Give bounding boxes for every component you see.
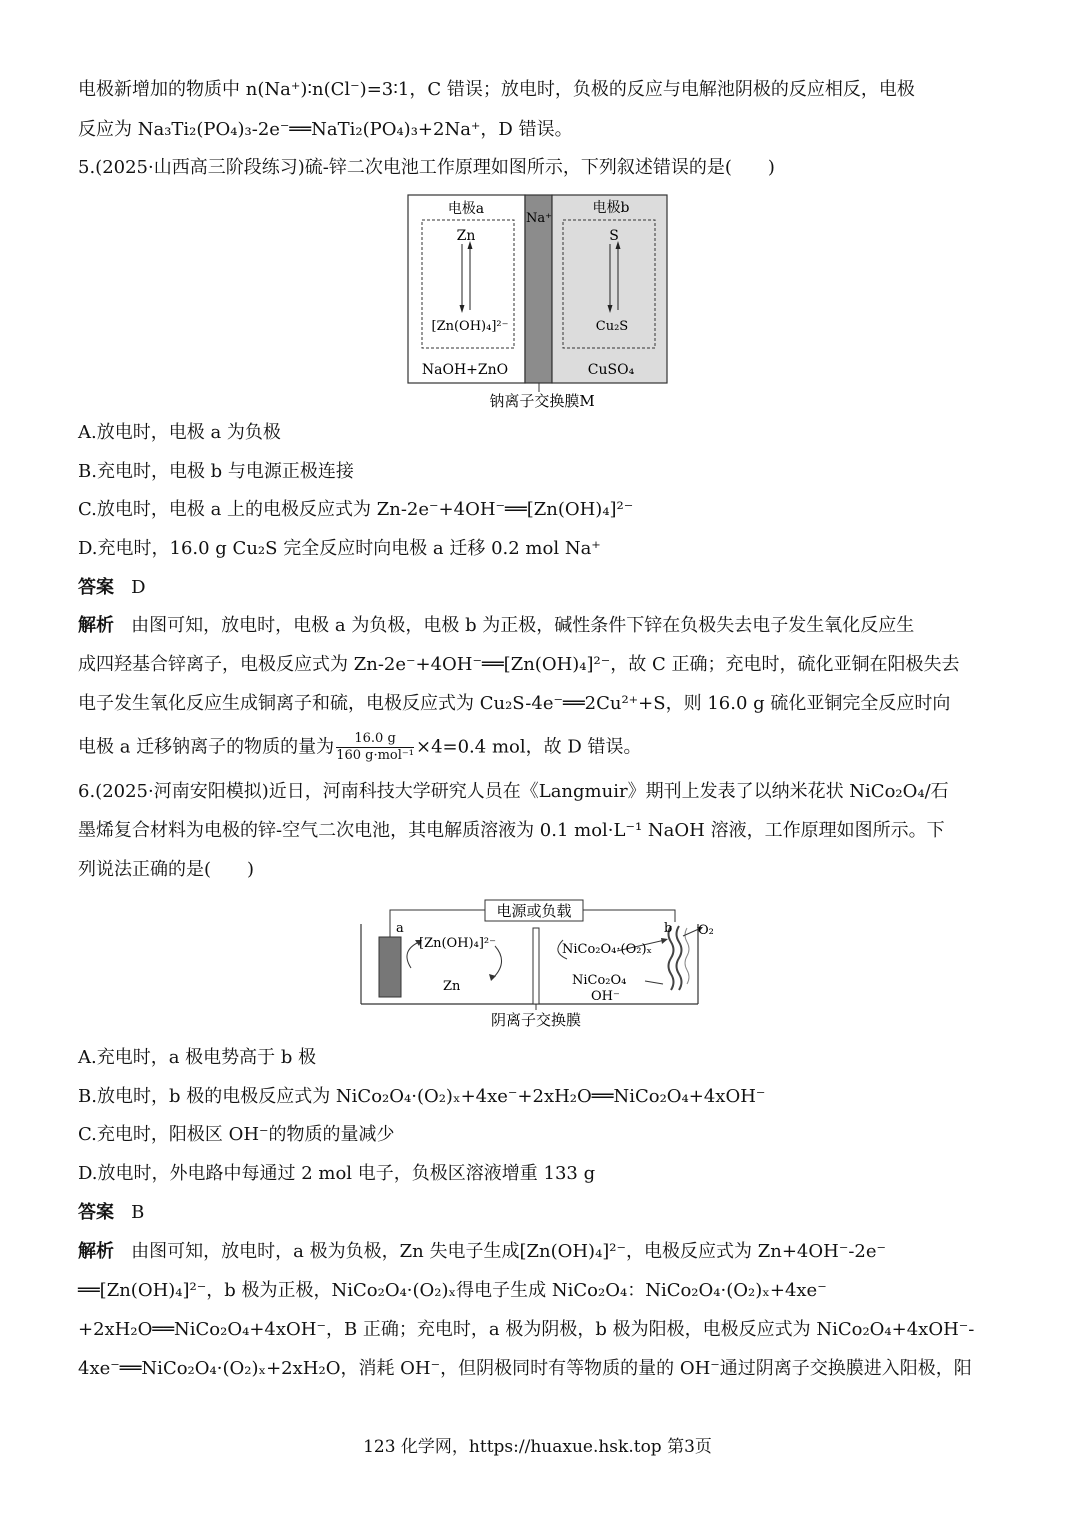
analysis-5-line: 成四羟基合锌离子，电极反应式为 Zn-2e⁻+4OH⁻══[Zn(OH)₄]²⁻，故 C 正确；充电时，硫化亚铜在阳极失去 [78,654,960,675]
analysis-text: 电极 a 迁移钠离子的物质的量为 [78,736,335,758]
electrode-b-label: 电极b [592,200,630,216]
analysis-6-line [78,1240,886,1264]
analysis-label: 解析 [78,1241,114,1262]
option-b: B.充电时，电极 b 与电源正极连接 [78,461,354,482]
electrode-b-label: b [664,921,673,936]
question-6-stem: 列说法正确的是( ) [78,859,255,880]
figure-6-diagram [355,896,725,1036]
zn-label: Zn [456,228,476,244]
membrane-caption: 钠离子交换膜M [489,392,595,410]
option-c: C.放电时，电极 a 上的电极反应式为 Zn-2e⁻+4OH⁻══[Zn(OH)₄]²⁻ [78,499,634,520]
option-a: A.放电时，电极 a 为负极 [78,422,281,443]
power-source-label: 电源或负载 [496,902,572,920]
analysis-5-line [78,614,914,638]
question-6-stem: 6.(2025·河南安阳模拟)近日，河南科技大学研究人员在《Langmuir》期刊上发表了以纳米花状 NiCo₂O₄/石 [78,781,949,802]
sodium-ion-label: Na⁺ [526,211,552,226]
analysis-6-line: +2xH₂O══NiCo₂O₄+4xOH⁻，B 正确；充电时，a 极为阴极，b 极为阳极，电极反应式为 NiCo₂O₄+4xOH⁻- [78,1319,975,1340]
right-solution-label: CuSO₄ [587,362,635,378]
text-line: 反应为 Na₃Ti₂(PO₄)₃-2e⁻══NaTi₂(PO₄)₃+2Na⁺，D 错误。 [78,119,573,140]
nico-o2-label: NiCo₂O₄·(O₂)ₓ [562,942,653,957]
option-a: A.充电时，a 极电势高于 b 极 [78,1047,317,1068]
fraction-denominator: 160 g·mol⁻¹ [336,748,414,763]
zincate-label: [Zn(OH)₄]²⁻ [431,319,509,334]
figure-5-diagram [405,192,670,414]
nico-label: NiCo₂O₄ [572,973,627,988]
option-d: D.放电时，外电路中每通过 2 mol 电子，负极区溶液增重 133 g [78,1163,596,1184]
answer-label: 答案 [78,577,114,598]
question-5-stem: 5.(2025·山西高三阶段练习)硫-锌二次电池工作原理如图所示，下列叙述错误的是( ) [78,157,775,178]
analysis-5-line: 电子发生氧化反应生成铜离子和硫，电极反应式为 Cu₂S-4e⁻══2Cu²⁺+S，则 16.0 g 硫化亚铜完全反应时向 [78,693,951,714]
analysis-text: ×4=0.4 mol，故 D 错误。 [415,736,642,758]
option-d: D.充电时，16.0 g Cu₂S 完全反应时向电极 a 迁移 0.2 mol Na⁺ [78,538,601,559]
page-footer: 123 化学网，https://huaxue.hsk.top 第3页 [363,1437,712,1457]
analysis-6-line: ══[Zn(OH)₄]²⁻，b 极为正极，NiCo₂O₄·(O₂)ₓ得电子生成 NiCo₂O₄：NiCo₂O₄·(O₂)ₓ+4xe⁻ [78,1280,827,1301]
hydroxide-label: OH⁻ [591,989,620,1004]
question-6-stem: 墨烯复合材料为电极的锌-空气二次电池，其电解质溶液为 0.1 mol·L⁻¹ NaOH 溶液，工作原理如图所示。下 [78,820,945,841]
fraction-numerator: 16.0 g [336,731,414,748]
option-b: B.放电时，b 极的电极反应式为 NiCo₂O₄·(O₂)ₓ+4xe⁻+2xH₂O══NiCo₂O₄+4xOH⁻ [78,1086,766,1107]
zincate-label: [Zn(OH)₄]²⁻ [419,936,496,951]
option-c: C.充电时，阳极区 OH⁻的物质的量减少 [78,1124,395,1145]
cu2s-label: Cu₂S [595,319,629,334]
answer-label: 答案 [78,1202,114,1223]
membrane-caption: 阴离子交换膜 [490,1011,582,1029]
analysis-6-line: 4xe⁻══NiCo₂O₄·(O₂)ₓ+2xH₂O，消耗 OH⁻，但阴极同时有等物质的量的 OH⁻通过阴离子交换膜进入阳极，阳 [78,1358,972,1379]
text-line: 电极新增加的物质中 n(Na⁺)∶n(Cl⁻)=3∶1，C 错误；放电时，负极的反应与电解池阴极的反应相反，电极 [78,79,915,100]
answer-6 [78,1201,144,1225]
answer-5 [78,576,146,600]
molar-fraction [336,731,414,764]
left-solution-label: NaOH+ZnO [421,362,509,378]
analysis-text: 由图可知，放电时，电极 a 为负极，电极 b 为正极，碱性条件下锌在负极失去电子发生氧化反应生 [131,615,915,636]
analysis-5-line [78,731,642,764]
electrode-a-label: 电极a [447,201,485,217]
electrode-a-label: a [396,921,404,936]
answer-value: D [131,577,146,598]
analysis-text: 由图可知，放电时，a 极为负极，Zn 失电子生成[Zn(OH)₄]²⁻，电极反应式为 Zn+4OH⁻-2e⁻ [131,1241,887,1262]
sulfur-label: S [609,228,619,244]
answer-value: B [131,1202,145,1223]
oxygen-label: O₂ [698,923,714,938]
zn-label: Zn [443,979,461,994]
analysis-label: 解析 [78,615,114,636]
